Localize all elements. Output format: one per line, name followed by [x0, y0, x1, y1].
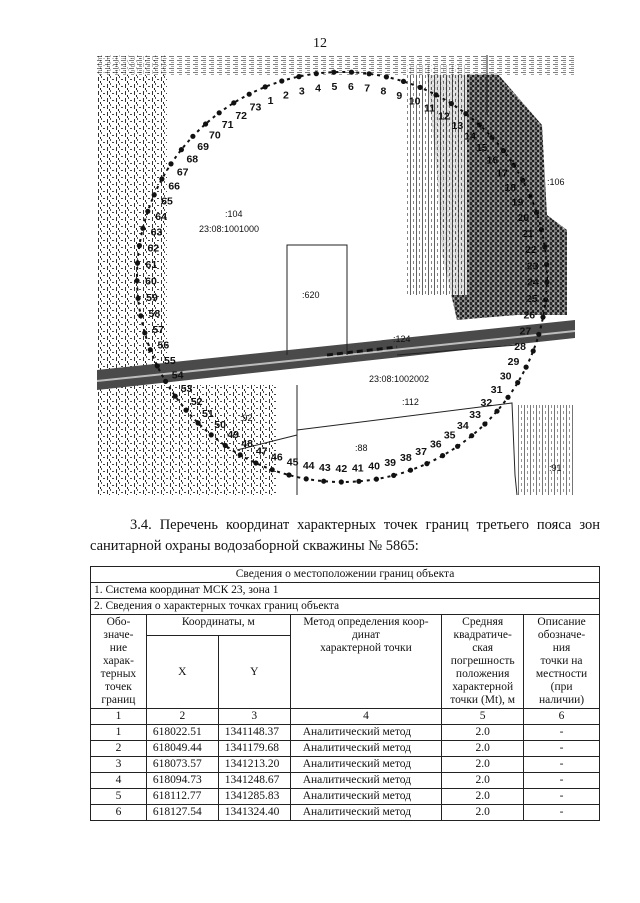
boundary-point — [304, 476, 309, 481]
point-label: 30 — [499, 370, 512, 383]
point-label: 62 — [147, 242, 160, 255]
point-label: 34 — [457, 419, 469, 432]
point-label: 22 — [525, 244, 537, 256]
point-label: 50 — [214, 419, 226, 432]
table-row: 3 618073.57 1341213.20 Аналитический метод 2.0 - — [91, 757, 600, 773]
boundary-point — [339, 479, 344, 484]
boundary-point — [138, 313, 143, 318]
coordinates-table — [90, 566, 600, 821]
boundary-point — [401, 79, 406, 84]
boundary-point — [511, 163, 516, 168]
boundary-point — [140, 226, 145, 231]
parcel-label: :92 — [240, 413, 253, 423]
parcel-label: :620 — [302, 290, 320, 300]
boundary-point — [528, 194, 533, 199]
boundary-point — [434, 92, 439, 97]
parcel-label: 23:08:1001000 — [199, 224, 260, 234]
point-label: 63 — [150, 226, 163, 239]
point-label: 26 — [523, 309, 536, 322]
point-label: 6 — [347, 81, 354, 94]
point-label: 17 — [496, 167, 508, 180]
boundary-point — [391, 473, 396, 478]
boundary-point — [534, 210, 539, 215]
header-description: Описание обозначе- ния точки на местности (при наличии) — [524, 615, 600, 709]
table-row: 5 618112.77 1341285.83 Аналитический метод 2.0 - — [91, 789, 600, 805]
point-label: 10 — [408, 95, 421, 108]
point-label: 73 — [249, 101, 262, 114]
point-label: 21 — [521, 227, 534, 240]
header-x: X — [146, 636, 218, 709]
boundary-point — [349, 70, 354, 75]
boundary-point — [135, 261, 140, 266]
point-label: 2 — [282, 89, 289, 102]
boundary-point — [356, 479, 361, 484]
boundary-point — [494, 409, 499, 414]
point-label: 55 — [164, 354, 176, 367]
point-label: 43 — [319, 462, 331, 475]
point-label: 35 — [443, 429, 456, 442]
point-label: 36 — [429, 438, 442, 451]
point-label: 59 — [146, 291, 158, 304]
boundary-point — [238, 452, 243, 457]
point-label: 68 — [186, 153, 199, 166]
boundary-point — [539, 227, 544, 232]
table-title: Сведения о местоположении границ объекта — [91, 567, 600, 583]
point-label: 31 — [490, 384, 503, 397]
point-label: 25 — [525, 293, 538, 306]
boundary-point — [505, 395, 510, 400]
boundary-point — [424, 461, 429, 466]
header-y: Y — [218, 636, 290, 709]
point-label: 47 — [255, 445, 268, 458]
boundary-point — [524, 365, 529, 370]
boundary-point — [449, 101, 454, 106]
boundary-point — [542, 244, 547, 249]
boundary-point — [155, 363, 160, 368]
point-label: 40 — [368, 460, 380, 473]
column-number-row: 1 2 3 4 5 6 — [91, 709, 600, 725]
boundary-point — [296, 74, 301, 79]
boundary-point — [408, 468, 413, 473]
boundary-point — [374, 477, 379, 482]
table-row: 1 618022.51 1341148.37 Аналитический метод 2.0 - — [91, 725, 600, 741]
point-label: 27 — [519, 325, 532, 338]
point-label: 13 — [451, 119, 464, 132]
point-label: 65 — [161, 195, 173, 208]
boundary-point — [477, 122, 482, 127]
point-label: 61 — [145, 259, 158, 271]
parcel-label: :91 — [549, 463, 562, 473]
point-label: 8 — [380, 85, 387, 98]
point-label: 32 — [480, 397, 493, 409]
boundary-point — [270, 467, 275, 472]
point-label: 57 — [152, 324, 165, 337]
boundary-point — [263, 84, 268, 89]
boundary-point — [217, 110, 222, 115]
point-label: 24 — [527, 276, 539, 289]
point-label: 51 — [202, 408, 214, 421]
boundary-point — [515, 380, 520, 385]
boundary-point — [179, 147, 184, 152]
boundary-point — [469, 433, 474, 438]
boundary-point — [418, 85, 423, 90]
boundary-point — [279, 78, 284, 83]
boundary-point — [440, 453, 445, 458]
point-label: 53 — [180, 383, 193, 396]
parcel-label: :88 — [355, 443, 368, 453]
point-label: 29 — [507, 356, 520, 368]
boundary-point — [286, 472, 291, 477]
boundary-point — [148, 347, 153, 352]
point-label: 38 — [400, 452, 412, 464]
point-label: 37 — [415, 445, 427, 458]
boundary-point — [489, 135, 494, 140]
point-label: 4 — [315, 82, 321, 95]
point-label: 71 — [221, 119, 234, 131]
boundary-point — [455, 444, 460, 449]
point-label: 69 — [197, 140, 209, 153]
boundary-point — [168, 161, 173, 166]
parcel-label: :124 — [393, 334, 411, 344]
boundary-point — [543, 297, 548, 302]
boundary-point — [190, 134, 195, 139]
table-row: 6 618127.54 1341324.40 Аналитический метод 2.0 - — [91, 805, 600, 821]
point-label: 39 — [384, 456, 397, 469]
points-section-title: 2. Сведения о характерных точках границ объекта — [91, 599, 600, 615]
boundary-point — [367, 71, 372, 76]
parcel-label: 23:08:1002002 — [369, 374, 430, 384]
point-label: 46 — [271, 451, 283, 464]
boundary-point — [231, 100, 236, 105]
point-label: 42 — [335, 463, 348, 475]
point-label: 48 — [241, 437, 253, 450]
boundary-point — [203, 121, 208, 126]
section-heading — [90, 515, 600, 557]
boundary-point — [536, 332, 541, 337]
point-label: 28 — [514, 340, 526, 353]
boundary-point — [501, 148, 506, 153]
point-label: 19 — [511, 196, 524, 209]
boundary-point — [137, 243, 142, 248]
point-label: 45 — [286, 456, 299, 469]
point-label: 16 — [486, 154, 499, 167]
point-label: 66 — [168, 180, 181, 193]
boundary-point — [136, 296, 141, 301]
point-label: 11 — [424, 102, 436, 115]
point-label: 18 — [504, 181, 517, 194]
heading-line-1: 3.4. Перечень координат характерных точек границ третьего пояса зон — [130, 517, 600, 533]
header-coordinates: Координаты, м — [146, 615, 290, 636]
boundary-point — [184, 408, 189, 413]
header-error: Средняя квадратиче- ская погрешность положения характерной точки (Mt), м — [442, 615, 524, 709]
table-row: 4 618094.73 1341248.67 Аналитический метод 2.0 - — [91, 773, 600, 789]
point-label: 33 — [469, 408, 481, 421]
boundary-point — [540, 315, 545, 320]
point-label: 52 — [190, 396, 203, 408]
point-label: 49 — [227, 429, 240, 441]
point-label: 3 — [298, 85, 305, 98]
parcel-label: :112 — [402, 397, 419, 407]
boundary-point — [544, 262, 549, 267]
boundary-point — [173, 394, 178, 399]
boundary-point — [163, 379, 168, 384]
header-method: Метод определения коор- динат характерной точки — [290, 615, 442, 709]
boundary-point — [314, 71, 319, 76]
point-label: 20 — [517, 212, 530, 224]
point-label: 15 — [475, 141, 488, 154]
boundary-point — [134, 278, 139, 283]
parcel-label: :104 — [225, 209, 243, 219]
boundary-point — [223, 443, 228, 448]
point-label: 14 — [464, 130, 476, 143]
point-label: 58 — [148, 308, 161, 321]
header-designation: Обо- значе- ние харак- терных точек границ — [91, 615, 147, 709]
boundary-point — [482, 421, 487, 426]
point-label: 44 — [302, 460, 315, 473]
cadastral-map — [97, 55, 575, 495]
point-label: 70 — [209, 129, 221, 142]
boundary-point — [463, 111, 468, 116]
boundary-point — [145, 209, 150, 214]
point-label: 23 — [526, 260, 539, 273]
boundary-point — [321, 479, 326, 484]
boundary-point — [247, 92, 252, 97]
point-label: 60 — [145, 275, 157, 288]
point-label: 1 — [267, 94, 274, 107]
point-label: 56 — [157, 339, 170, 352]
parcel-label: :106 — [547, 177, 565, 187]
heading-line-2: санитарной охраны водозаборной скважины № 5865: — [90, 538, 419, 554]
boundary-point — [331, 70, 336, 75]
coordinate-system: 1. Система координат МСК 23, зона 1 — [91, 583, 600, 599]
point-label: 7 — [364, 82, 371, 95]
point-label: 9 — [396, 89, 403, 102]
point-label: 54 — [171, 369, 184, 382]
boundary-point — [531, 348, 536, 353]
page-number: 12 — [313, 36, 327, 51]
boundary-point — [142, 330, 147, 335]
point-label: 41 — [351, 462, 364, 475]
boundary-point — [196, 420, 201, 425]
point-label: 72 — [235, 109, 248, 122]
point-label: 5 — [331, 81, 338, 94]
point-label: 12 — [438, 110, 450, 123]
boundary-point — [209, 432, 214, 437]
boundary-point — [253, 460, 258, 465]
boundary-point — [384, 74, 389, 79]
point-label: 64 — [155, 210, 167, 223]
table-row: 2 618049.44 1341179.68 Аналитический метод 2.0 - — [91, 741, 600, 757]
boundary-point — [520, 178, 525, 183]
point-label: 67 — [176, 166, 189, 179]
boundary-point — [152, 192, 157, 197]
boundary-point — [159, 176, 164, 181]
boundary-point — [544, 280, 549, 285]
